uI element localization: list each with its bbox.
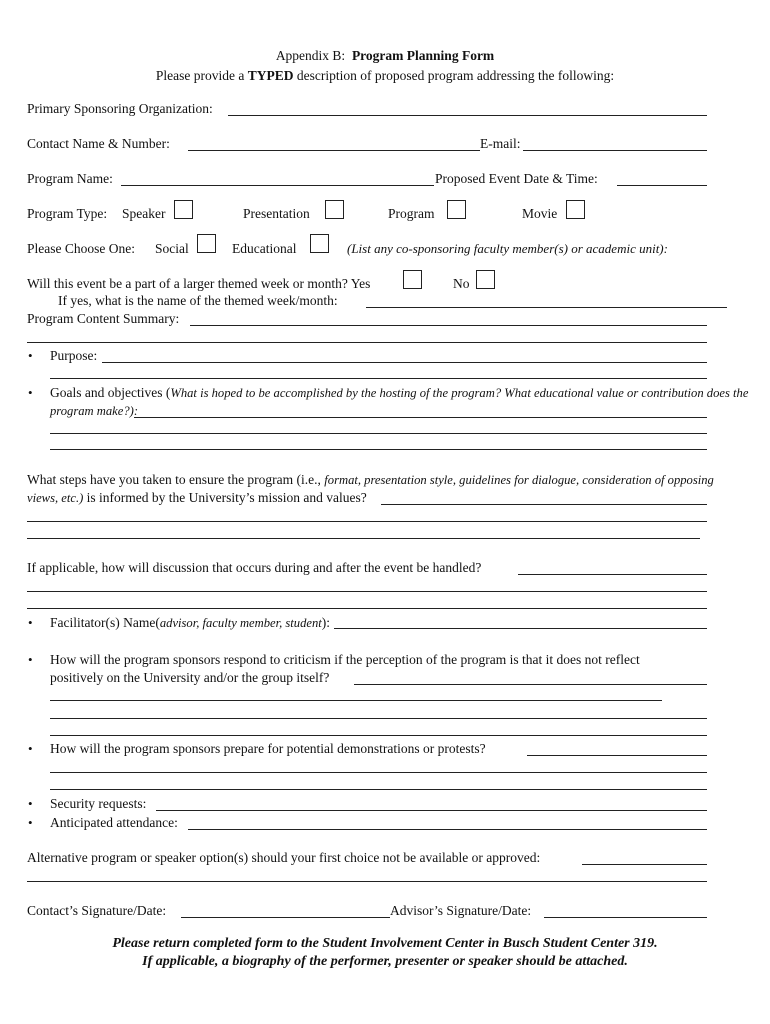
steps-line-3[interactable] xyxy=(27,538,700,539)
demonstrations-line-3[interactable] xyxy=(50,789,707,790)
cosponsor-note: (List any co-sponsoring faculty member(s) or academic unit): xyxy=(347,241,668,256)
form-title-text: Program Planning Form xyxy=(351,48,495,63)
criticism-field[interactable] xyxy=(354,684,707,685)
alternative-line-2[interactable] xyxy=(27,881,707,882)
steps-label: What steps have you taken to ensure the program (i.e., format, presentation style, guidelines for dialogue, consideration of opposing xyxy=(27,472,714,487)
goals-label: Goals and objectives (What is hoped to be accomplished by the hosting of the program? What educational value or contribution does the xyxy=(50,385,749,400)
bullet-security: • xyxy=(28,796,33,811)
security-label: Security requests: xyxy=(50,796,147,811)
type-speaker-checkbox[interactable] xyxy=(174,200,193,219)
alternative-label: Alternative program or speaker option(s) should your first choice not be available or approved: xyxy=(27,850,541,865)
steps-label-cont: views, etc.) is informed by the University’s mission and values? xyxy=(27,490,367,505)
demonstrations-field[interactable] xyxy=(527,755,707,756)
event-date-field[interactable] xyxy=(617,185,707,186)
goals-line-3[interactable] xyxy=(50,449,707,450)
demonstrations-label: How will the program sponsors prepare for potential demonstrations or protests? xyxy=(50,741,486,756)
discussion-field[interactable] xyxy=(518,574,707,575)
themed-name-field[interactable] xyxy=(366,307,727,308)
footer-return-note: Please return completed form to the Student Involvement Center in Busch Student Center 319. xyxy=(112,936,658,951)
facilitator-label: Facilitator(s) Name(advisor, faculty member, student): xyxy=(50,615,331,630)
advisor-signature-label: Advisor’s Signature/Date: xyxy=(390,903,532,918)
purpose-field[interactable] xyxy=(102,362,707,363)
bullet-goals: • xyxy=(28,385,33,400)
goals-label-cont: program make?): xyxy=(50,404,139,418)
program-name-label: Program Name: xyxy=(27,171,113,186)
themed-name-label: If yes, what is the name of the themed week/month: xyxy=(58,293,338,308)
choose-educational-checkbox[interactable] xyxy=(310,234,329,253)
steps-field[interactable] xyxy=(381,504,707,505)
choose-social-label: Social xyxy=(155,241,189,256)
program-type-label: Program Type: xyxy=(27,206,108,221)
discussion-label: If applicable, how will discussion that occurs during and after the event be handled? xyxy=(27,560,482,575)
event-date-label: Proposed Event Date & Time: xyxy=(435,171,598,186)
alternative-field[interactable] xyxy=(582,864,707,865)
form-instruction: Please provide a TYPED description of proposed program addressing the following: xyxy=(155,68,615,83)
security-field[interactable] xyxy=(156,810,707,811)
contact-name-field[interactable] xyxy=(188,150,480,151)
content-summary-label: Program Content Summary: xyxy=(27,311,180,326)
contact-signature-field[interactable] xyxy=(181,917,390,918)
attendance-label: Anticipated attendance: xyxy=(50,815,178,830)
bullet-purpose: • xyxy=(28,348,33,363)
content-summary-field[interactable] xyxy=(190,325,707,326)
criticism-label-cont: positively on the University and/or the group itself? xyxy=(50,670,330,685)
type-presentation-checkbox[interactable] xyxy=(325,200,344,219)
themed-no-label: No xyxy=(453,276,470,291)
choose-one-label: Please Choose One: xyxy=(27,241,135,256)
discussion-line-3[interactable] xyxy=(27,608,707,609)
content-summary-line-2[interactable] xyxy=(27,342,707,343)
email-field[interactable] xyxy=(523,150,707,151)
advisor-signature-field[interactable] xyxy=(544,917,707,918)
type-movie-checkbox[interactable] xyxy=(566,200,585,219)
form-title xyxy=(0,48,770,64)
primary-sponsor-field[interactable] xyxy=(228,115,707,116)
type-program-checkbox[interactable] xyxy=(447,200,466,219)
type-movie-label: Movie xyxy=(522,206,558,221)
goals-line-2[interactable] xyxy=(50,433,707,434)
criticism-line-4[interactable] xyxy=(50,735,707,736)
criticism-line-2[interactable] xyxy=(50,700,662,701)
steps-line-2[interactable] xyxy=(27,521,707,522)
facilitator-field[interactable] xyxy=(334,628,707,629)
bullet-criticism: • xyxy=(28,652,33,667)
type-speaker-label: Speaker xyxy=(122,206,166,221)
choose-social-checkbox[interactable] xyxy=(197,234,216,253)
email-label: E-mail: xyxy=(480,136,521,151)
bullet-demonstrations: • xyxy=(28,741,33,756)
contact-signature-label: Contact’s Signature/Date: xyxy=(27,903,167,918)
discussion-line-2[interactable] xyxy=(27,591,707,592)
themed-question: Will this event be a part of a larger themed week or month? Yes xyxy=(27,276,371,291)
goals-field[interactable] xyxy=(134,417,707,418)
attendance-field[interactable] xyxy=(188,829,707,830)
criticism-label: How will the program sponsors respond to criticism if the perception of the program is that it does not reflect xyxy=(50,652,640,667)
type-program-label: Program xyxy=(388,206,435,221)
program-name-field[interactable] xyxy=(121,185,434,186)
demonstrations-line-2[interactable] xyxy=(50,772,707,773)
purpose-label: Purpose: xyxy=(50,348,98,363)
bullet-attendance: • xyxy=(28,815,33,830)
purpose-line-2[interactable] xyxy=(50,378,707,379)
footer-biography-note: If applicable, a biography of the performer, presenter or speaker should be attached. xyxy=(142,954,628,969)
themed-no-checkbox[interactable] xyxy=(476,270,495,289)
type-presentation-label: Presentation xyxy=(243,206,310,221)
appendix-label: Appendix B: xyxy=(275,48,346,63)
themed-yes-checkbox[interactable] xyxy=(403,270,422,289)
contact-name-label: Contact Name & Number: xyxy=(27,136,170,151)
bullet-facilitator: • xyxy=(28,615,33,630)
choose-educational-label: Educational xyxy=(232,241,297,256)
primary-sponsor-label: Primary Sponsoring Organization: xyxy=(27,101,213,116)
criticism-line-3[interactable] xyxy=(50,718,707,719)
